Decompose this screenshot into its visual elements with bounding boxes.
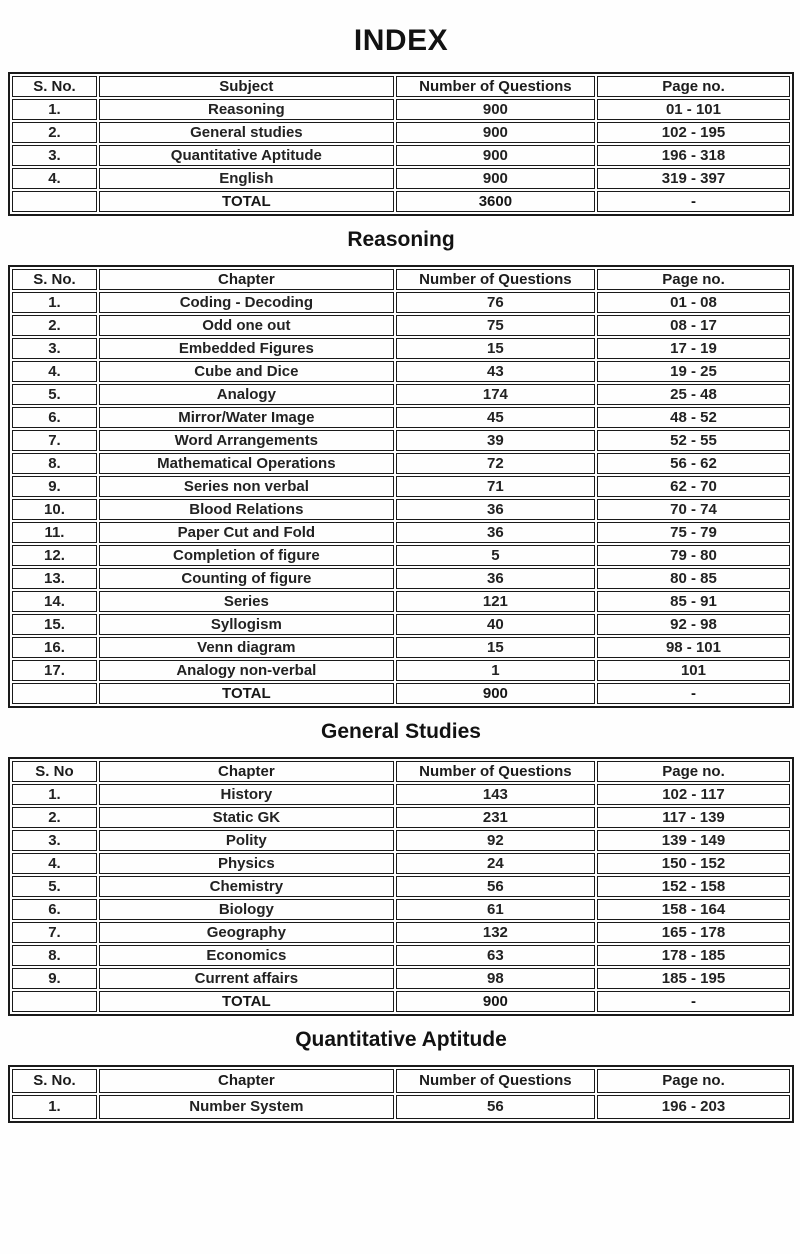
column-header: Page no. [597, 761, 790, 782]
table-row [12, 361, 790, 382]
serial-cell: 7. [12, 430, 97, 451]
questions-cell: 132 [396, 922, 595, 943]
page-range-cell: 319 - 397 [597, 168, 790, 189]
serial-cell: 10. [12, 499, 97, 520]
questions-cell: 15 [396, 338, 595, 359]
serial-cell: 1. [12, 784, 97, 805]
section-index [8, 72, 794, 216]
questions-cell: 98 [396, 968, 595, 989]
column-header: Page no. [597, 76, 790, 97]
serial-cell: 4. [12, 168, 97, 189]
questions-cell: 56 [396, 1095, 595, 1119]
table-row [12, 338, 790, 359]
page-range-cell: 102 - 117 [597, 784, 790, 805]
table-row [12, 122, 790, 143]
chapter-cell: Series non verbal [99, 476, 394, 497]
table-row [12, 315, 790, 336]
page-range-cell: 75 - 79 [597, 522, 790, 543]
questions-cell: 43 [396, 361, 595, 382]
chapter-cell: Paper Cut and Fold [99, 522, 394, 543]
chapter-cell: Venn diagram [99, 637, 394, 658]
serial-cell: 16. [12, 637, 97, 658]
column-header: Chapter [99, 761, 394, 782]
page-range-cell: 98 - 101 [597, 637, 790, 658]
questions-cell: 36 [396, 522, 595, 543]
page-range-cell: - [597, 191, 790, 212]
serial-cell: 4. [12, 853, 97, 874]
table-row [12, 899, 790, 920]
chapter-cell: Blood Relations [99, 499, 394, 520]
serial-cell: 1. [12, 1095, 97, 1119]
table-row [12, 568, 790, 589]
section-heading: Reasoning [347, 228, 455, 251]
table-row [12, 292, 790, 313]
chapter-cell: Cube and Dice [99, 361, 394, 382]
table-row [12, 453, 790, 474]
column-header: Number of Questions [396, 761, 595, 782]
serial-cell: 7. [12, 922, 97, 943]
page-range-cell: 25 - 48 [597, 384, 790, 405]
serial-cell: 2. [12, 807, 97, 828]
page-range-cell: 01 - 101 [597, 99, 790, 120]
questions-cell: 174 [396, 384, 595, 405]
table-row [12, 591, 790, 612]
table-row [12, 660, 790, 681]
page-range-cell: 196 - 203 [597, 1095, 790, 1119]
table-row [12, 807, 790, 828]
page-range-cell: 196 - 318 [597, 145, 790, 166]
page-title: INDEX [353, 24, 449, 57]
table-row [12, 499, 790, 520]
page-range-cell: 62 - 70 [597, 476, 790, 497]
questions-cell: 72 [396, 453, 595, 474]
header-row [12, 761, 790, 782]
chapter-cell: Quantitative Aptitude [99, 145, 394, 166]
chapter-cell: Physics [99, 853, 394, 874]
chapter-cell: Static GK [99, 807, 394, 828]
questions-cell: 231 [396, 807, 595, 828]
page-range-cell: 117 - 139 [597, 807, 790, 828]
document-body [8, 72, 794, 1123]
chapter-cell: Completion of figure [99, 545, 394, 566]
questions-cell: 1 [396, 660, 595, 681]
column-header: Page no. [597, 269, 790, 290]
table-row [12, 384, 790, 405]
document-page [0, 26, 800, 1123]
table-row [12, 637, 790, 658]
questions-cell: 76 [396, 292, 595, 313]
questions-cell: 39 [396, 430, 595, 451]
serial-cell: 9. [12, 476, 97, 497]
table-row [12, 545, 790, 566]
section-reasoning [8, 229, 794, 708]
questions-cell: 900 [396, 145, 595, 166]
page-range-cell: - [597, 991, 790, 1012]
page-range-cell: 52 - 55 [597, 430, 790, 451]
table-row [12, 830, 790, 851]
questions-cell: 121 [396, 591, 595, 612]
section-quantitative-aptitude [8, 1029, 794, 1123]
chapter-cell: Series [99, 591, 394, 612]
questions-cell: 45 [396, 407, 595, 428]
page-range-cell: 01 - 08 [597, 292, 790, 313]
serial-cell: 8. [12, 453, 97, 474]
table-row [12, 784, 790, 805]
column-header: Number of Questions [396, 1069, 595, 1093]
section-heading: Quantitative Aptitude [295, 1028, 507, 1051]
questions-cell: 900 [396, 122, 595, 143]
chapter-cell: Embedded Figures [99, 338, 394, 359]
serial-cell: 8. [12, 945, 97, 966]
section-general-studies [8, 721, 794, 1016]
page-range-cell: 102 - 195 [597, 122, 790, 143]
questions-cell: 36 [396, 499, 595, 520]
chapter-cell: Word Arrangements [99, 430, 394, 451]
serial-cell: 3. [12, 830, 97, 851]
questions-cell: 40 [396, 614, 595, 635]
table-row [12, 853, 790, 874]
chapter-cell: Odd one out [99, 315, 394, 336]
column-header: Number of Questions [396, 269, 595, 290]
table-row [12, 145, 790, 166]
page-range-cell: 152 - 158 [597, 876, 790, 897]
chapter-cell: Analogy non-verbal [99, 660, 394, 681]
chapter-cell: TOTAL [99, 683, 394, 704]
table-row [12, 922, 790, 943]
table-row [12, 168, 790, 189]
questions-cell: 900 [396, 99, 595, 120]
serial-cell: 5. [12, 384, 97, 405]
section-heading: General Studies [321, 720, 481, 743]
chapter-cell: Syllogism [99, 614, 394, 635]
table-row [12, 945, 790, 966]
column-header: Page no. [597, 1069, 790, 1093]
serial-cell: 15. [12, 614, 97, 635]
page-range-cell: - [597, 683, 790, 704]
chapter-cell: Mirror/Water Image [99, 407, 394, 428]
questions-cell: 24 [396, 853, 595, 874]
table-row [12, 476, 790, 497]
serial-cell: 3. [12, 338, 97, 359]
table-row [12, 99, 790, 120]
questions-cell: 61 [396, 899, 595, 920]
page-range-cell: 158 - 164 [597, 899, 790, 920]
questions-cell: 36 [396, 568, 595, 589]
questions-cell: 900 [396, 168, 595, 189]
page-range-cell: 17 - 19 [597, 338, 790, 359]
serial-cell: 13. [12, 568, 97, 589]
serial-cell [12, 991, 97, 1012]
index-table-quantitative-aptitude [8, 1065, 794, 1123]
page-range-cell: 19 - 25 [597, 361, 790, 382]
column-header: S. No [12, 761, 97, 782]
table-row [12, 876, 790, 897]
serial-cell: 6. [12, 407, 97, 428]
column-header: Subject [99, 76, 394, 97]
header-row [12, 269, 790, 290]
page-range-cell: 08 - 17 [597, 315, 790, 336]
header-row [12, 1069, 790, 1093]
column-header: S. No. [12, 1069, 97, 1093]
serial-cell: 1. [12, 292, 97, 313]
page-range-cell: 48 - 52 [597, 407, 790, 428]
header-row [12, 76, 790, 97]
index-table-reasoning [8, 265, 794, 708]
serial-cell [12, 683, 97, 704]
questions-cell: 56 [396, 876, 595, 897]
page-range-cell: 85 - 91 [597, 591, 790, 612]
questions-cell: 900 [396, 991, 595, 1012]
serial-cell [12, 191, 97, 212]
index-table-general-studies [8, 757, 794, 1016]
chapter-cell: Geography [99, 922, 394, 943]
page-range-cell: 56 - 62 [597, 453, 790, 474]
table-row [12, 522, 790, 543]
serial-cell: 4. [12, 361, 97, 382]
total-row [12, 191, 790, 212]
questions-cell: 71 [396, 476, 595, 497]
questions-cell: 92 [396, 830, 595, 851]
chapter-cell: Biology [99, 899, 394, 920]
page-range-cell: 139 - 149 [597, 830, 790, 851]
serial-cell: 5. [12, 876, 97, 897]
page-range-cell: 150 - 152 [597, 853, 790, 874]
serial-cell: 11. [12, 522, 97, 543]
chapter-cell: English [99, 168, 394, 189]
index-table-index [8, 72, 794, 216]
column-header: S. No. [12, 76, 97, 97]
column-header: S. No. [12, 269, 97, 290]
column-header: Chapter [99, 1069, 394, 1093]
table-row [12, 614, 790, 635]
page-range-cell: 101 [597, 660, 790, 681]
page-range-cell: 165 - 178 [597, 922, 790, 943]
table-row [12, 430, 790, 451]
questions-cell: 15 [396, 637, 595, 658]
chapter-cell: TOTAL [99, 991, 394, 1012]
chapter-cell: TOTAL [99, 191, 394, 212]
column-header: Chapter [99, 269, 394, 290]
column-header: Number of Questions [396, 76, 595, 97]
questions-cell: 63 [396, 945, 595, 966]
page-range-cell: 185 - 195 [597, 968, 790, 989]
serial-cell: 12. [12, 545, 97, 566]
table-row [12, 968, 790, 989]
table-row [12, 407, 790, 428]
page-range-cell: 92 - 98 [597, 614, 790, 635]
total-row [12, 991, 790, 1012]
questions-cell: 5 [396, 545, 595, 566]
serial-cell: 17. [12, 660, 97, 681]
chapter-cell: History [99, 784, 394, 805]
table-row [12, 1095, 790, 1119]
serial-cell: 1. [12, 99, 97, 120]
page-range-cell: 70 - 74 [597, 499, 790, 520]
serial-cell: 6. [12, 899, 97, 920]
serial-cell: 9. [12, 968, 97, 989]
page-range-cell: 80 - 85 [597, 568, 790, 589]
chapter-cell: Reasoning [99, 99, 394, 120]
serial-cell: 2. [12, 122, 97, 143]
serial-cell: 3. [12, 145, 97, 166]
total-row [12, 683, 790, 704]
chapter-cell: Mathematical Operations [99, 453, 394, 474]
questions-cell: 75 [396, 315, 595, 336]
chapter-cell: Number System [99, 1095, 394, 1119]
chapter-cell: Chemistry [99, 876, 394, 897]
questions-cell: 143 [396, 784, 595, 805]
chapter-cell: Economics [99, 945, 394, 966]
serial-cell: 14. [12, 591, 97, 612]
chapter-cell: Analogy [99, 384, 394, 405]
chapter-cell: Coding - Decoding [99, 292, 394, 313]
serial-cell: 2. [12, 315, 97, 336]
page-range-cell: 79 - 80 [597, 545, 790, 566]
questions-cell: 3600 [396, 191, 595, 212]
chapter-cell: Polity [99, 830, 394, 851]
chapter-cell: General studies [99, 122, 394, 143]
page-range-cell: 178 - 185 [597, 945, 790, 966]
chapter-cell: Current affairs [99, 968, 394, 989]
questions-cell: 900 [396, 683, 595, 704]
chapter-cell: Counting of figure [99, 568, 394, 589]
